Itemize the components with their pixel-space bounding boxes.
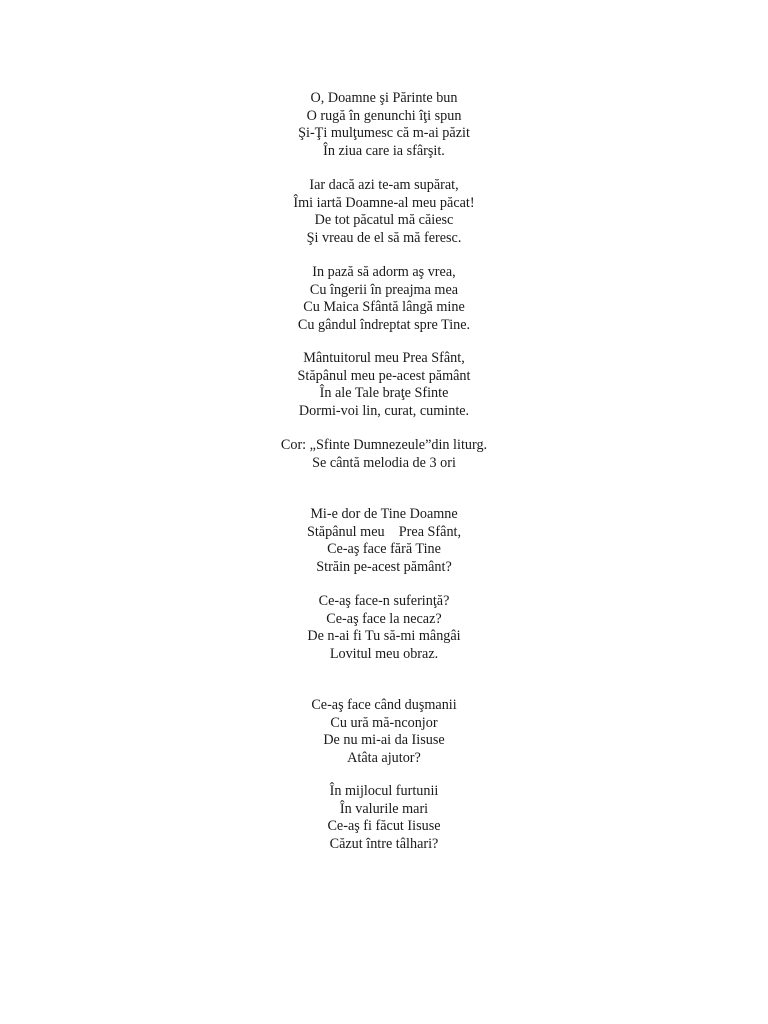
poem-line: Ce-aş face când duşmanii	[311, 697, 457, 713]
poem-line: Stăpânul meu Prea Sfânt,	[306, 523, 462, 540]
stanza-1	[0, 90, 768, 160]
poem-line: Ce-aş face-n suferinţă?	[318, 593, 450, 609]
poem-line: Se cântă melodia de 3 ori	[312, 454, 456, 471]
poem-line: In pază să adorm aş vrea,	[312, 264, 456, 280]
poem-line: În ale Tale braţe Sfinte	[319, 385, 449, 401]
poem-line: Cu ură mă-nconjor	[330, 714, 438, 731]
poem-line: O rugă în genunchi îţi spun	[306, 107, 462, 124]
poem-line: Ce-aş face fără Tine	[327, 541, 441, 557]
poem-line: Şi-Ţi mulţumesc că m-ai păzit	[298, 125, 470, 141]
poem-line: Ce-aş face la necaz?	[326, 610, 442, 627]
poem-line: În valurile mari	[339, 800, 429, 817]
poem-line: Îmi iartă Doamne-al meu păcat!	[293, 194, 475, 211]
stanza-6	[0, 593, 768, 663]
stanza-5	[0, 506, 768, 576]
poem-line: De n-ai fi Tu să-mi mângâi	[307, 628, 461, 644]
poem-line: De nu mi-ai da Iisuse	[323, 732, 445, 748]
stanza-4	[0, 350, 768, 420]
poem-line: Cor: „Sfinte Dumnezeule”din liturg.	[280, 437, 488, 453]
poem-line: În ziua care ia sfârşit.	[323, 142, 445, 159]
poem-line: O, Doamne şi Părinte bun	[310, 90, 458, 106]
stanza-8	[0, 783, 768, 853]
choir-note	[0, 437, 768, 472]
poem-line: Mântuitorul meu Prea Sfânt,	[303, 350, 465, 366]
poem-line: Cu Maica Sfântă lângă mine	[303, 299, 465, 315]
poem-line: Lovitul meu obraz.	[329, 645, 439, 662]
poem-line: Cu gândul îndreptat spre Tine.	[297, 316, 471, 333]
poem-line: Atâta ajutor?	[347, 749, 421, 766]
poem-line: Căzut între tâlhari?	[329, 835, 439, 852]
stanza-2	[0, 177, 768, 247]
poem-line: Mi-e dor de Tine Doamne	[310, 506, 458, 522]
poem-line: Dormi-voi lin, curat, cuminte.	[298, 402, 470, 419]
stanza-7	[0, 697, 768, 767]
poem-line: Şi vreau de el să mă feresc.	[306, 229, 462, 246]
stanza-3	[0, 264, 768, 334]
poem-line: Iar dacă azi te-am supărat,	[309, 177, 459, 193]
poem-line: Stăpânul meu pe-acest pământ	[297, 367, 471, 384]
poem-line: Străin pe-acest pământ?	[316, 558, 452, 575]
poem-line: Ce-aş fi făcut Iisuse	[327, 818, 441, 834]
poem-line: De tot păcatul mă căiesc	[314, 212, 454, 228]
poem-line: Cu îngerii în preajma mea	[309, 281, 459, 298]
poem-line: În mijlocul furtunii	[329, 783, 439, 799]
